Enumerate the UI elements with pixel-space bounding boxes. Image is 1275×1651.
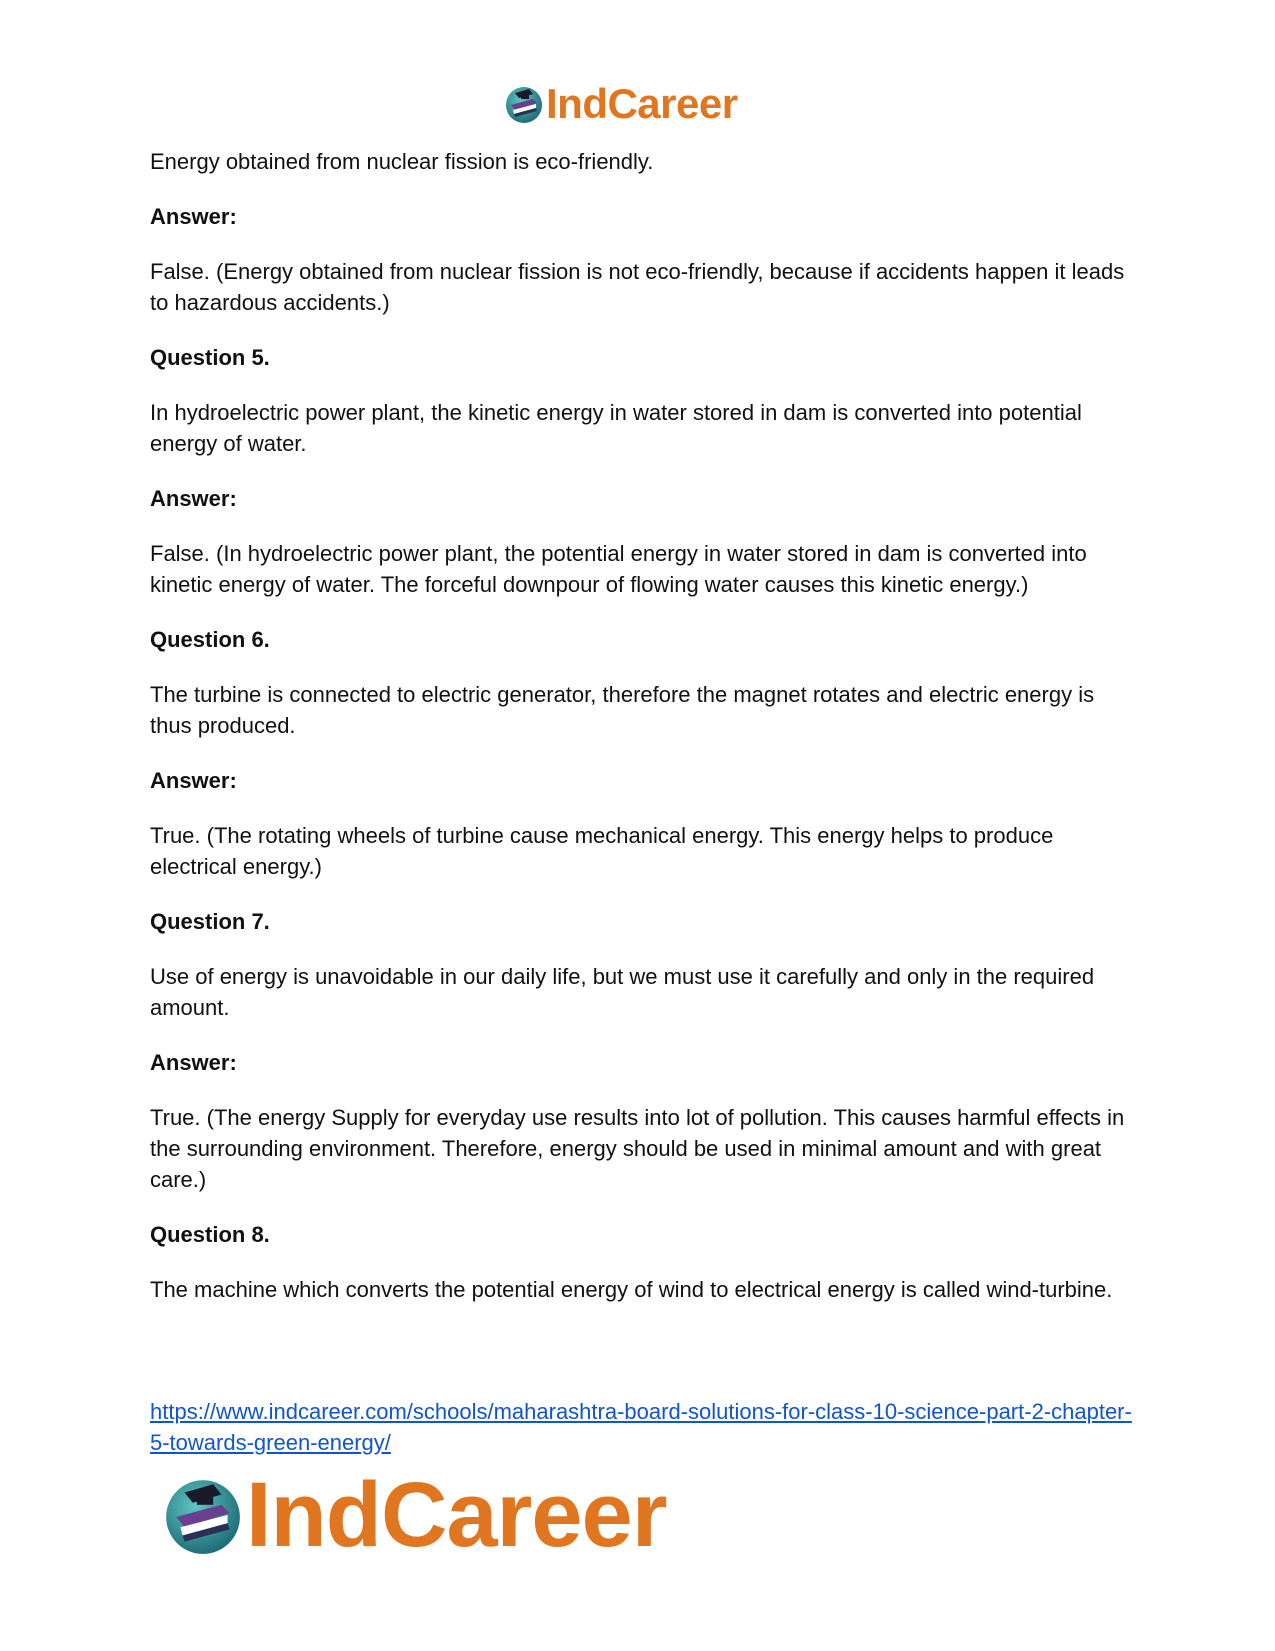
answer-text: False. (In hydroelectric power plant, the potential energy in water stored in dam is converted into kinetic energy of water. The forceful downpour of flowing water causes this kinetic energy.) (150, 541, 1087, 597)
globe-book-icon (503, 83, 545, 125)
answer-text: False. (Energy obtained from nuclear fission is not eco-friendly, because if accidents happen it leads to hazardous accidents.) (150, 259, 1125, 315)
source-link-block (150, 1396, 1140, 1458)
question-text: In hydroelectric power plant, the kinetic energy in water stored in dam is converted into potential energy of water. (150, 400, 1082, 456)
question-heading: Question 6. (150, 627, 270, 652)
document-body (150, 146, 1130, 1329)
answer-heading: Answer: (150, 486, 237, 511)
source-link[interactable]: https://www.indcareer.com/schools/maharashtra-board-solutions-for-class-10-science-part-2-chapter-5-towards-green-energy/ (150, 1399, 1132, 1455)
globe-book-icon (160, 1472, 246, 1558)
answer-text: True. (The rotating wheels of turbine cause mechanical energy. This energy helps to produce electrical energy.) (150, 823, 1054, 879)
footer-logo (160, 1465, 667, 1565)
logo-wordmark: IndCareer (246, 1464, 667, 1566)
logo-wordmark: IndCareer (546, 80, 738, 127)
question-heading: Question 5. (150, 345, 270, 370)
answer-heading: Answer: (150, 204, 237, 229)
question-text: The machine which converts the potential energy of wind to electrical energy is called wind-turbine. (150, 1277, 1113, 1302)
question-text: Use of energy is unavoidable in our daily life, but we must use it carefully and only in the required amount. (150, 964, 1095, 1020)
question-heading: Question 8. (150, 1222, 270, 1247)
question-heading: Question 7. (150, 909, 270, 934)
question-text: The turbine is connected to electric generator, therefore the magnet rotates and electric energy is thus produced. (150, 682, 1095, 738)
header-logo (503, 80, 738, 128)
answer-heading: Answer: (150, 1050, 237, 1075)
statement-text: Energy obtained from nuclear fission is eco-friendly. (150, 149, 654, 174)
answer-text: True. (The energy Supply for everyday use results into lot of pollution. This causes harmful effects in the surrounding environment. Therefore, energy should be used in minimal amount and with great care.) (150, 1105, 1125, 1192)
answer-heading: Answer: (150, 768, 237, 793)
